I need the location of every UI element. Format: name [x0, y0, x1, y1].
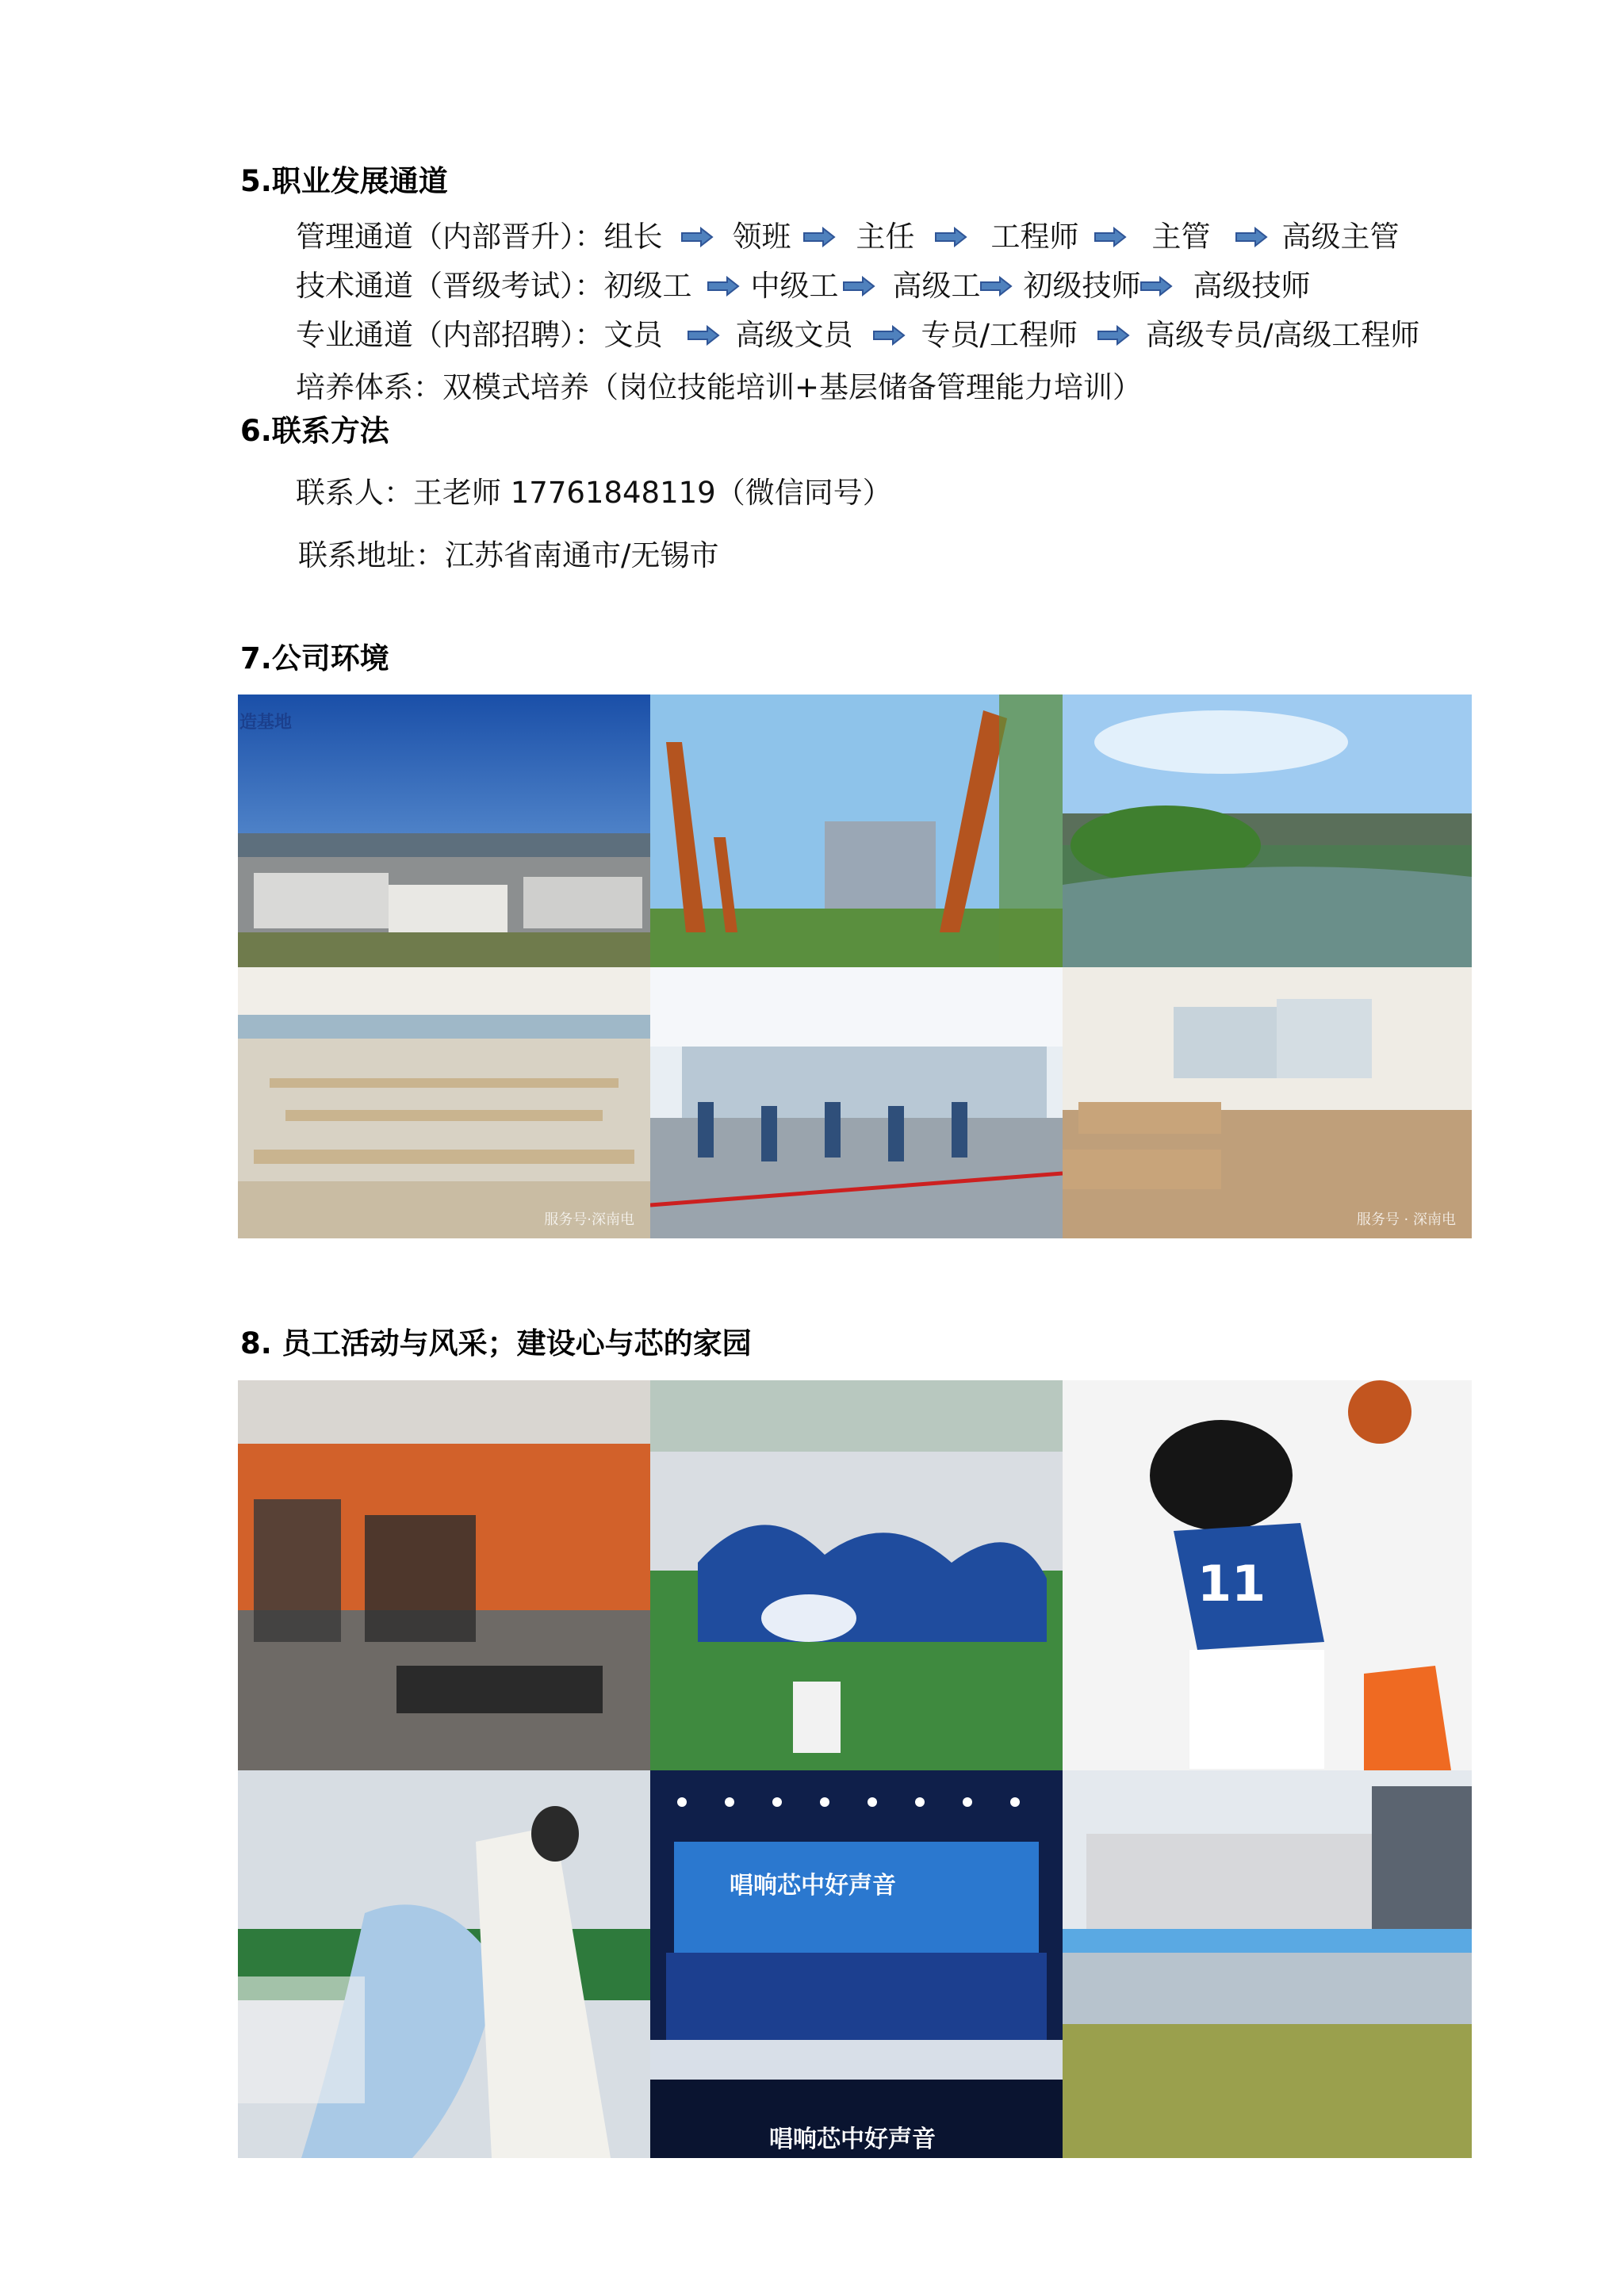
photo-gym	[238, 1380, 650, 1770]
right-arrow-icon	[1235, 227, 1268, 247]
right-arrow-icon	[680, 227, 714, 247]
technical-track	[296, 269, 1311, 303]
tech-step: 中级工	[750, 269, 839, 303]
photo-outdoor-event	[1063, 1770, 1472, 2158]
right-arrow-icon	[934, 227, 967, 247]
photo-entrance-sculpture	[650, 695, 1063, 967]
right-arrow-icon	[707, 276, 740, 297]
technical-track-label: 技术通道（晋级考试）：	[296, 269, 604, 303]
right-arrow-icon	[1097, 325, 1130, 346]
photo-canteen	[238, 967, 650, 1238]
right-arrow-icon	[1139, 276, 1173, 297]
photo-basketball	[1063, 1380, 1472, 1770]
contact-address: 联系地址：江苏省南通市/无锡市	[298, 538, 719, 572]
right-arrow-icon	[802, 227, 836, 247]
right-arrow-icon	[979, 276, 1013, 297]
stage-banner-bottom: 唱响芯中好声音	[769, 2126, 936, 2153]
professional-track-label: 专业通道（内部招聘）：	[296, 318, 604, 352]
employee-activities-gallery	[238, 1380, 1472, 2158]
right-arrow-icon	[1094, 227, 1127, 247]
jersey-number: 11	[1197, 1555, 1266, 1613]
right-arrow-icon	[872, 325, 906, 346]
tech-step: 高级工	[892, 269, 981, 303]
photo-overlay-text: 造基地	[239, 713, 293, 733]
section-8-title: 8. 员工活动与风采；建设心与芯的家园	[240, 1326, 752, 1360]
mgmt-step: 工程师	[990, 220, 1079, 254]
tech-step: 高级技师	[1193, 269, 1311, 303]
right-arrow-icon	[842, 276, 875, 297]
contact-person: 联系人：王老师 17761848119（微信同号）	[296, 476, 892, 510]
mgmt-step: 主管	[1151, 220, 1211, 254]
photo-dance-performance	[238, 1770, 650, 2158]
management-track	[296, 220, 1400, 254]
tech-step: 初级技师	[1023, 269, 1141, 303]
company-environment-gallery	[238, 695, 1472, 1238]
stage-banner: 唱响芯中好声音	[730, 1872, 896, 1900]
photo-service-counter	[650, 967, 1063, 1238]
watermark: 服务号 · 深南电	[1356, 1211, 1456, 1228]
prof-step: 文员	[603, 318, 663, 352]
prof-step: 专员/工程师	[921, 318, 1078, 352]
training-system: 培养体系：双模式培养（岗位技能培训+基层储备管理能力培训）	[296, 370, 1143, 404]
photo-singing-contest	[650, 1770, 1063, 2158]
section-6-title: 6.联系方法	[240, 414, 389, 448]
section-5-title: 5.职业发展通道	[240, 164, 448, 198]
photo-lake	[1063, 695, 1472, 967]
prof-step: 高级专员/高级工程师	[1145, 318, 1420, 352]
tech-step: 初级工	[603, 269, 692, 303]
mgmt-step: 高级主管	[1281, 220, 1400, 254]
photo-dormitory	[1063, 967, 1472, 1238]
mgmt-step: 组长	[603, 220, 663, 254]
management-track-label: 管理通道（内部晋升）：	[296, 220, 604, 254]
professional-track	[296, 320, 1419, 350]
mgmt-step: 领班	[732, 220, 791, 254]
photo-outdoor-ceremony	[650, 1380, 1063, 1770]
photo-factory-aerial	[238, 695, 650, 967]
section-7-title: 7.公司环境	[240, 641, 389, 675]
right-arrow-icon	[687, 325, 720, 346]
prof-step: 高级文员	[735, 318, 853, 352]
mgmt-step: 主任	[856, 220, 915, 254]
watermark: 服务号·深南电	[544, 1211, 634, 1228]
